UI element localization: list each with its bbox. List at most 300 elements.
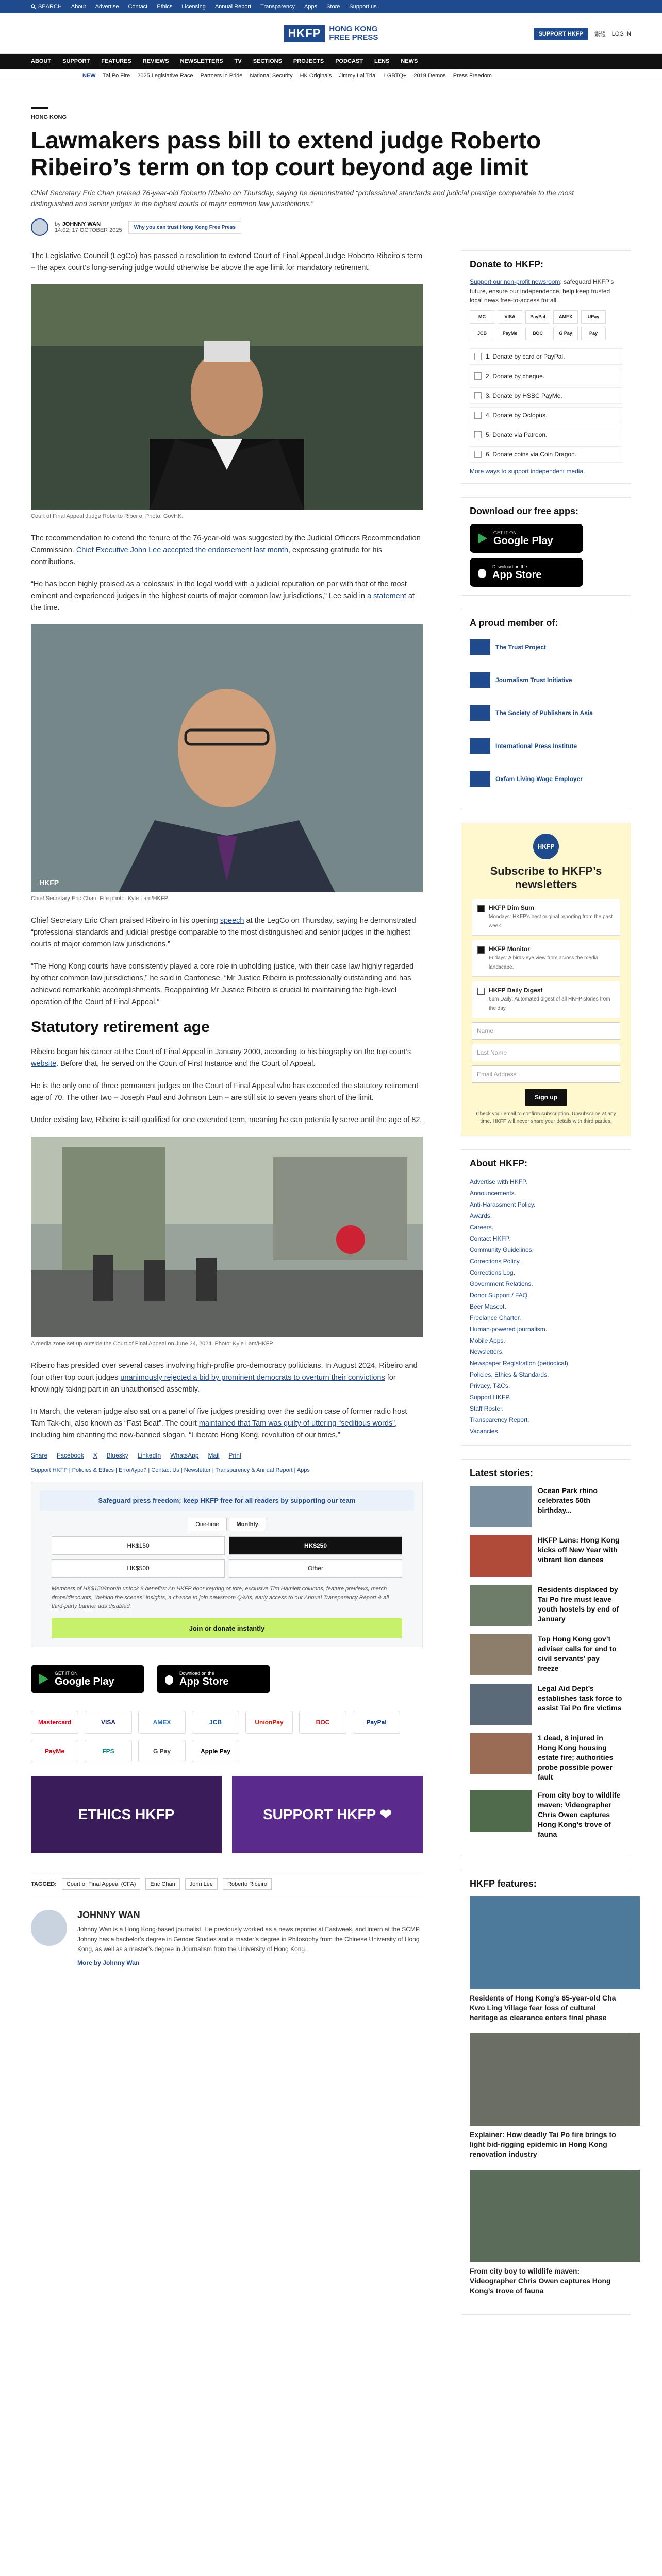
payment-logo: Mastercard [31, 1711, 78, 1734]
p6-text-b: . Before that, he served on the Court of First Instance and the Court of Appeal. [56, 1060, 316, 1068]
sidebar-google-play-button[interactable] [470, 524, 583, 553]
feature-item[interactable] [470, 2033, 622, 2159]
trending-item[interactable]: Partners in Pride [200, 72, 243, 79]
byline [31, 218, 631, 236]
ethics-banner[interactable]: ETHICS HKFP [31, 1776, 222, 1853]
byline-by: by [55, 221, 61, 227]
story-item[interactable] [470, 1535, 622, 1577]
mini-pay-logo: AMEX [553, 310, 578, 324]
newsletter-option[interactable] [472, 940, 620, 977]
share-bluesky-button[interactable]: Bluesky [106, 1452, 128, 1459]
top-link-licensing[interactable]: Licensing [181, 4, 206, 10]
story-thumbnail [470, 1634, 532, 1675]
p2-text-b: , expressing gratitude for his contributions. [31, 546, 383, 566]
p9-text-b: for knowingly taking part in an unauthorised assembly. [31, 1374, 396, 1394]
p3-text-a: “He has been highly praised as a ‘colossus’ in the legal world with a judicial reputation on par with that of the most eminent and experienced judges in the highest courts of major common law jurisdictions,” Lee said in [31, 580, 407, 600]
member-logo-mark [470, 738, 490, 754]
apple-icon [477, 566, 487, 579]
logo-text [329, 25, 378, 42]
newsletter-option-name: HKFP Monitor [489, 945, 530, 953]
share-mail-button[interactable]: Mail [208, 1452, 220, 1459]
paragraph: He is the only one of three permanent judges on the Court of Final Appeal who has exceeded the statutory retirement age of 70. The other two – Joseph Paul and Johnson Lam – are still six to seven years short of the limit. [31, 1082, 419, 1102]
mini-pay-logo: BOC [525, 327, 550, 340]
trending-item[interactable]: Tai Po Fire [103, 72, 130, 79]
p10-text-b: , including him chanting the now-banned slogan, “Liberate Hong Kong, revolution of our times.” [31, 1419, 398, 1439]
expand-icon [474, 412, 482, 419]
gp-small: GET IT ON [55, 1670, 78, 1676]
payment-logo: PayMe [31, 1740, 78, 1762]
paragraph: The Legislative Council (LegCo) has passed a resolution to extend Court of Final Appeal Judge Roberto Ribeiro’s term – the apex court’s long-serving judge would otherwise be above the age limit for mandatory retirement. [31, 252, 422, 272]
search-icon [31, 4, 36, 9]
tags-label: TAGGED: [31, 1881, 57, 1887]
features-panel [461, 1870, 631, 2315]
trending-item[interactable]: Jimmy Lai Trial [339, 72, 377, 79]
google-play-button[interactable] [31, 1665, 144, 1693]
mini-payment-logos [470, 310, 622, 340]
story-item[interactable] [470, 1486, 622, 1527]
as-big: App Store [179, 1675, 229, 1687]
member-logo[interactable] [470, 636, 622, 658]
page-container [31, 82, 631, 2328]
inline-link[interactable]: unanimously rejected a bid by prominent democrats to overturn their convictions [120, 1374, 385, 1382]
story-title: Ocean Park rhino celebrates 50th birthday... [538, 1486, 598, 1514]
about-link[interactable]: Community Guidelines. [470, 1246, 534, 1253]
p4-text-a: Chief Secretary Eric Chan praised Ribeiro in his opening [31, 917, 218, 925]
trending-item[interactable]: LGBTQ+ [384, 72, 407, 79]
top-link-advertise[interactable]: Advertise [95, 4, 119, 10]
top-link-transparency[interactable]: Transparency [260, 4, 295, 10]
kicker-bar [31, 107, 48, 109]
nav-item-tv[interactable]: TV [234, 58, 242, 64]
feature-image [470, 1896, 640, 1989]
nav-item-podcast[interactable]: PODCAST [335, 58, 363, 64]
play-store-icon [38, 1673, 49, 1685]
payment-logo: UnionPay [245, 1711, 293, 1734]
donate-title: Donate to HKFP: [470, 259, 543, 269]
trending-item[interactable]: National Security [250, 72, 293, 79]
apple-icon [164, 1673, 174, 1685]
about-link[interactable]: Vacancies. [470, 1428, 500, 1435]
story-title: Top Hong Kong gov’t adviser calls for end to civil servants’ pay freeze [538, 1635, 617, 1672]
latest-stories-panel [461, 1459, 631, 1856]
amount-option-selected[interactable]: HK$250 [229, 1536, 402, 1555]
about-link[interactable]: Announcements. [470, 1190, 517, 1197]
header-actions [534, 28, 631, 40]
amount-option[interactable]: HK$500 [52, 1559, 225, 1578]
checkbox-checked[interactable] [477, 905, 485, 912]
gp-small: GET IT ON [493, 530, 517, 535]
share-x-button[interactable]: X [93, 1452, 97, 1459]
p6-text-a: Ribeiro began his career at the Court of Final Appeal in January 2000, according to his biography on the top court’s [31, 1048, 411, 1056]
about-link[interactable]: Staff Roster. [470, 1405, 504, 1412]
court-illustration [31, 1137, 423, 1337]
about-panel [461, 1149, 631, 1446]
story-thumbnail [470, 1585, 532, 1626]
byline-text [55, 221, 122, 233]
story-thumbnail [470, 1535, 532, 1577]
payment-logo: FPS [85, 1740, 132, 1762]
story-item[interactable] [470, 1733, 622, 1782]
donation-option-label: 3. Donate by HSBC PayMe. [486, 392, 562, 399]
newsletter-option-desc: Mondays: HKFP’s best original reporting from the past week. [489, 914, 613, 929]
inline-link[interactable]: speech [220, 917, 244, 925]
mini-pay-logo: PayPal [525, 310, 550, 324]
support-hkfp-button[interactable]: SUPPORT HKFP [534, 28, 588, 40]
story-thumbnail [470, 1790, 532, 1832]
story-item[interactable] [470, 1684, 622, 1725]
apps-panel [461, 497, 631, 596]
article-tags [31, 1872, 423, 1896]
about-link[interactable]: Mobile Apps. [470, 1337, 505, 1344]
top-link-contact[interactable]: Contact [128, 4, 148, 10]
about-link[interactable]: Corrections Policy. [470, 1258, 521, 1265]
feature-item[interactable] [470, 2170, 622, 2296]
newsletter-signup [461, 823, 631, 1136]
last-name-field[interactable]: Last Name [472, 1044, 620, 1061]
member-logo[interactable] [470, 735, 622, 757]
tag-chip[interactable]: Roberto Ribeiro [223, 1878, 272, 1890]
feature-item[interactable] [470, 1896, 622, 2023]
inline-link[interactable]: Chief Executive John Lee accepted the endorsement last month [76, 546, 288, 554]
donate-panel [461, 250, 631, 484]
member-logo[interactable] [470, 669, 622, 691]
donation-options [470, 348, 622, 463]
payment-logo: PayPal [353, 1711, 400, 1734]
about-link[interactable]: Newspaper Registration (periodical). [470, 1360, 570, 1367]
donation-widget [31, 1482, 423, 1647]
member-logo-label: The Society of Publishers in Asia [495, 709, 593, 717]
photo-caption: Court of Final Appeal Judge Roberto Ribeiro. Photo: GovHK. [31, 513, 184, 519]
newsletter-option-desc: Fridays: A birds-eye view from across the media landscape. [489, 955, 599, 970]
donation-option[interactable] [470, 348, 622, 365]
story-item[interactable] [470, 1790, 622, 1839]
expand-icon [474, 451, 482, 458]
site-logo[interactable] [284, 25, 378, 42]
feature-title: Residents of Hong Kong’s 65-year-old Cha Kwo Ling Village fear loss of cultural heritage as clearance enters final phase [470, 1994, 616, 2022]
author-avatar[interactable] [31, 218, 48, 236]
share-linkedin-button[interactable]: LinkedIn [137, 1452, 161, 1459]
newsletter-badge: HKFP [533, 834, 559, 859]
about-links [470, 1176, 622, 1437]
p3-text-b: at the time. [31, 592, 415, 612]
member-panel [461, 609, 631, 809]
signup-button[interactable]: Sign up [525, 1089, 567, 1106]
newsletter-option[interactable] [472, 981, 620, 1018]
paragraph [31, 579, 423, 614]
search-label: SEARCH [38, 4, 62, 10]
newsletter-title: Subscribe to HKFP’s newsletters [490, 865, 602, 891]
amount-option[interactable]: HK$150 [52, 1536, 225, 1555]
photo-caption: Chief Secretary Eric Chan. File photo: Kyle Lam/HKFP. [31, 895, 169, 902]
author-photo[interactable] [31, 1910, 67, 1946]
nav-item-projects[interactable]: PROJECTS [293, 58, 324, 64]
donation-option-label: 5. Donate via Patreon. [486, 431, 548, 438]
payment-logo: BOC [299, 1711, 346, 1734]
about-link[interactable]: Anti-Harassment Policy. [470, 1201, 536, 1208]
logo-line-2: FREE PRESS [329, 32, 378, 42]
login-link[interactable]: LOG IN [611, 31, 631, 37]
site-header [0, 13, 662, 54]
nav-item-reviews[interactable]: REVIEWS [142, 58, 169, 64]
features-title: HKFP features: [470, 1878, 537, 1889]
top-link-support[interactable]: Support us [349, 4, 377, 10]
promo-banners [31, 1776, 423, 1853]
gp-big: Google Play [55, 1675, 114, 1687]
nav-item-features[interactable]: FEATURES [101, 58, 131, 64]
donation-option-label: 6. Donate coins via Coin Dragon. [486, 451, 577, 458]
paragraph [31, 1406, 423, 1442]
article-body [31, 250, 423, 2328]
support-banner[interactable]: SUPPORT HKFP ❤ [232, 1776, 423, 1853]
author-box-name[interactable]: JOHNNY WAN [77, 1910, 140, 1920]
member-logo[interactable] [470, 768, 622, 790]
donation-option[interactable] [470, 427, 622, 443]
ribeiro-illustration [31, 284, 423, 510]
mini-pay-logo: Pay [581, 327, 606, 340]
member-logo-mark [470, 705, 490, 721]
eric-chan-photo[interactable] [31, 624, 423, 892]
donation-option[interactable] [470, 446, 622, 463]
footer-links-row[interactable]: Support HKFP | Policies & Ethics | Error/typo? | Contact Us | Newsletter | Transparency & Annual Report | Apps [31, 1467, 310, 1473]
photo-caption: A media zone set up outside the Court of Final Appeal on June 24, 2024. Photo: Kyle Lam/HKFP. [31, 1341, 274, 1347]
trending-item[interactable]: HK Originals [300, 72, 332, 79]
trending-label: NEW [82, 72, 96, 79]
article-dek: Chief Secretary Eric Chan praised 76-year-old Roberto Ribeiro on Thursday, saying he demonstrated “professional standards and judicial prestige comparable to the most distinguished and senior judges in the highest courts of major common law jurisdictions.” [31, 189, 574, 208]
story-title: From city boy to wildlife maven: Videographer Chris Owen captures Hong Kong’s trove of fauna [538, 1791, 621, 1838]
nav-item-news[interactable]: NEWS [401, 58, 418, 64]
nav-item-about[interactable]: ABOUT [31, 58, 52, 64]
member-title: A proud member of: [470, 618, 558, 628]
about-link[interactable]: Privacy, T&Cs. [470, 1382, 510, 1389]
story-title: HKFP Lens: Hong Kong kicks off New Year with vibrant lion dances [538, 1536, 620, 1564]
trending-bar [0, 69, 662, 82]
inline-link[interactable]: a statement [367, 592, 406, 600]
tag-chip[interactable]: Court of Final Appeal (CFA) [62, 1878, 141, 1890]
donation-option[interactable] [470, 387, 622, 404]
donation-amounts [52, 1536, 402, 1578]
ribeiro-photo[interactable] [31, 284, 423, 510]
top-bar [0, 0, 662, 13]
feature-image [470, 2033, 640, 2126]
about-link[interactable]: Beer Mascot. [470, 1303, 506, 1310]
member-logo-label: Oxfam Living Wage Employer [495, 775, 583, 783]
app-store-button[interactable] [157, 1665, 270, 1693]
mini-pay-logo: PayMe [498, 327, 522, 340]
donation-option-label: 4. Donate by Octopus. [486, 412, 548, 419]
donate-lead: : safeguard HKFP’s future, ensure our independence, help keep trusted local news free-to-access for all. [470, 278, 614, 304]
court-media-zone-photo[interactable] [31, 1137, 423, 1337]
tab-one-time[interactable]: One-time [188, 1518, 226, 1531]
donation-option-label: 2. Donate by cheque. [486, 372, 545, 380]
payment-logo: G Pay [138, 1740, 186, 1762]
top-search[interactable] [31, 4, 62, 10]
about-link[interactable]: Support HKFP. [470, 1394, 511, 1401]
newsletter-option-name: HKFP Dim Sum [489, 904, 534, 911]
about-link[interactable]: Advertise with HKFP. [470, 1178, 527, 1185]
logo-line-1: HONG KONG [329, 24, 378, 33]
trending-item[interactable]: Press Freedom [453, 72, 492, 79]
story-item[interactable] [470, 1634, 622, 1675]
p10-text-a: In March, the veteran judge also sat on a panel of five judges presiding over the sedition case of former radio host Tam Tak-chi, also known as “Fast Beat”. The court [31, 1408, 407, 1428]
member-logo-label: The Trust Project [495, 643, 547, 651]
print-button[interactable]: Print [228, 1452, 242, 1459]
trending-item[interactable]: 2019 Demos [413, 72, 446, 79]
p2-text-a: The recommendation to extend the tenure of the 76-year-old was suggested by the Judicial Officers Recommendation Commission. [31, 534, 421, 554]
author-box [31, 1910, 423, 1968]
article-header [31, 82, 631, 236]
p4-text-b: at the LegCo on Thursday, saying he demonstrated “professional standards and judicial prestige comparable to the most distinguished and senior judges in the highest courts of major common law jurisdictions.” [31, 917, 416, 948]
about-link[interactable]: Newsletters. [470, 1348, 504, 1355]
logo-mark: HKFP [284, 25, 325, 42]
apps-title: Download our free apps: [470, 506, 579, 516]
sidebar-app-store-button[interactable] [470, 558, 583, 587]
trust-badge-label: Why you can trust Hong Kong Free Press [134, 224, 236, 230]
member-logo-label: International Press Institute [495, 742, 577, 750]
top-link-ethics[interactable]: Ethics [157, 4, 173, 10]
inline-link[interactable]: maintained that Tam was guilty of uttering “seditious words” [198, 1419, 395, 1428]
publish-date: 14:02, 17 OCTOBER 2025 [55, 227, 122, 233]
app-badges [31, 1665, 423, 1693]
story-thumbnail [470, 1486, 532, 1527]
mini-pay-logo: G Pay [553, 327, 578, 340]
newsletter-option-desc: 6pm Daily: Automated digest of all HKFP stories from the day. [489, 996, 610, 1011]
feature-title: Explainer: How deadly Tai Po fire brings to light bid-rigging epidemic in Hong Kong renovation industry [470, 2130, 616, 2158]
about-link[interactable]: Freelance Charter. [470, 1314, 521, 1321]
feature-image [470, 2170, 640, 2262]
about-title: About HKFP: [470, 1158, 527, 1168]
gp-big: Google Play [493, 535, 553, 547]
language-toggle[interactable]: 繁體 [594, 31, 606, 38]
donation-option[interactable] [470, 368, 622, 384]
expand-icon [474, 353, 482, 360]
story-item[interactable] [470, 1585, 622, 1626]
story-thumbnail [470, 1733, 532, 1774]
top-link-about[interactable]: About [71, 4, 86, 10]
nav-item-lens[interactable]: LENS [374, 58, 390, 64]
section-heading: Statutory retirement age [31, 1019, 210, 1036]
eric-chan-illustration [31, 624, 423, 892]
checkbox[interactable] [477, 988, 485, 995]
as-small: Download on the [179, 1670, 214, 1676]
paragraph [31, 915, 423, 951]
expand-icon [474, 372, 482, 380]
top-link-apps[interactable]: Apps [304, 4, 318, 10]
email-field[interactable]: Email Address [472, 1065, 620, 1083]
member-logo-mark [470, 672, 490, 688]
paragraph [31, 1046, 423, 1070]
about-link[interactable]: Donor Support / FAQ. [470, 1292, 529, 1299]
trust-badge[interactable] [128, 221, 241, 234]
content-columns [31, 250, 631, 2328]
p9-text-a: Ribeiro has presided over several cases involving high-profile pro-democracy politicians. In August 2024, Ribeiro and four other top court judges [31, 1362, 418, 1382]
expand-icon [474, 392, 482, 399]
share-bar [31, 1452, 423, 1459]
latest-title: Latest stories: [470, 1468, 534, 1478]
mini-pay-logo: UPay [581, 310, 606, 324]
story-title: Residents displaced by Tai Po fire must leave youth hostels by end of January [538, 1585, 619, 1623]
expand-icon [474, 431, 482, 438]
donation-option-label: 1. Donate by card or PayPal. [486, 353, 565, 360]
paragraph [31, 1360, 423, 1396]
member-logo[interactable] [470, 702, 622, 724]
about-link[interactable]: Transparency Report. [470, 1416, 529, 1423]
member-logo-mark [470, 639, 490, 655]
member-logo-label: Journalism Trust Initiative [495, 676, 572, 684]
first-name-field[interactable]: Name [472, 1022, 620, 1040]
nav-item-support[interactable]: SUPPORT [62, 58, 90, 64]
tag-chip[interactable]: John Lee [185, 1878, 218, 1890]
about-link[interactable]: Human-powered journalism. [470, 1326, 548, 1333]
story-title: Legal Aid Dept’s establishes task force to assist Tai Po fire victims [538, 1684, 622, 1712]
donate-lead-link[interactable]: Support our non-profit newsroom [470, 278, 560, 285]
mini-pay-logo: MC [470, 310, 494, 324]
inline-link[interactable]: website [31, 1060, 57, 1068]
author-bio: Johnny Wan is a Hong Kong-based journalist. He previously worked as a news reporter at Eastweek, and intern at the SCMP. Johnny has a bachelor’s degree in Gender Studies and a master’s degree in Philosophy from the Chinese University of Hong Kong, as well as a master’s degree in Journalism from the University of Hong Kong. [77, 1926, 421, 1953]
more-ways-link[interactable]: More ways to support independent media. [470, 468, 585, 475]
amount-option-other[interactable]: Other [229, 1559, 402, 1578]
story-title: 1 dead, 8 injured in Hong Kong housing estate fire; authorities probe possible power fault [538, 1734, 614, 1781]
donation-heading: Safeguard press freedom; keep HKFP free for all readers by supporting our team [40, 1490, 414, 1511]
top-link-store[interactable]: Store [326, 4, 340, 10]
sidebar [461, 250, 631, 2328]
article-kicker[interactable]: HONG KONG [31, 114, 67, 121]
nav-item-newsletters[interactable]: NEWSLETTERS [180, 58, 223, 64]
paragraph: “The Hong Kong courts have consistently played a core role in upholding justice, with their case law highly regarded by other common law jurisdictions,” he said in Cantonese. “Mr Justice Ribeiro is professionally outstanding and has achieved remarkable accomplishments. Reappointing Mr Justice Ribeiro is crucial to maintaining the high-level operation of the Court of Final Appeal.” [31, 962, 414, 1006]
payment-logo: VISA [85, 1711, 132, 1734]
tab-monthly[interactable]: Monthly [229, 1518, 266, 1531]
hkfp-watermark: HKFP [39, 878, 59, 887]
about-link[interactable]: Contact HKFP. [470, 1235, 510, 1242]
about-link[interactable]: Corrections Log. [470, 1269, 516, 1276]
as-small: Download on the [492, 564, 527, 569]
donation-frequency-tabs [40, 1518, 414, 1531]
story-thumbnail [470, 1684, 532, 1725]
newsletter-option-name: HKFP Daily Digest [489, 987, 543, 994]
more-by-author-link[interactable]: More by Johnny Wan [77, 1959, 140, 1967]
nav-item-sections[interactable]: SECTIONS [253, 58, 282, 64]
about-link[interactable]: Government Relations. [470, 1280, 533, 1287]
payment-logo: Apple Pay [192, 1740, 239, 1762]
about-link[interactable]: Awards. [470, 1212, 492, 1219]
about-link[interactable]: Policies, Ethics & Standards. [470, 1371, 549, 1378]
feature-title: From city boy to wildlife maven: Videographer Chris Owen captures Hong Kong’s trove of fauna [470, 2267, 611, 2295]
as-big: App Store [492, 569, 542, 581]
newsletter-option[interactable] [472, 899, 620, 936]
author-name[interactable]: JOHNNY WAN [62, 221, 101, 227]
trending-item[interactable]: 2025 Legislative Race [137, 72, 193, 79]
about-link[interactable]: Careers. [470, 1224, 494, 1231]
article-title: Lawmakers pass bill to extend judge Roberto Ribeiro’s term on top court beyond age limit [31, 127, 541, 180]
payment-methods [31, 1711, 423, 1762]
share-whatsapp-button[interactable]: WhatsApp [170, 1452, 199, 1459]
tag-chip[interactable]: Eric Chan [145, 1878, 179, 1890]
donate-button[interactable]: Join or donate instantly [52, 1618, 402, 1638]
checkbox-checked[interactable] [477, 946, 485, 954]
paragraph: Under existing law, Ribeiro is still qualified for one extended term, meaning he can potentially serve until the age of 82. [31, 1116, 422, 1124]
share-label: Share [31, 1452, 48, 1459]
top-link-annual-report[interactable]: Annual Report [214, 4, 252, 10]
donation-option[interactable] [470, 407, 622, 423]
paragraph [31, 533, 423, 568]
mini-pay-logo: JCB [470, 327, 494, 340]
main-nav [0, 54, 662, 69]
share-facebook-button[interactable]: Facebook [57, 1452, 84, 1459]
play-store-icon [477, 532, 488, 545]
payment-logo: JCB [192, 1711, 239, 1734]
mini-pay-logo: VISA [498, 310, 522, 324]
newsletter-note: Check your email to confirm subscription. Unsubscribe at any time. HKFP will never share your details with third parties. [476, 1111, 616, 1124]
member-logo-mark [470, 771, 490, 787]
